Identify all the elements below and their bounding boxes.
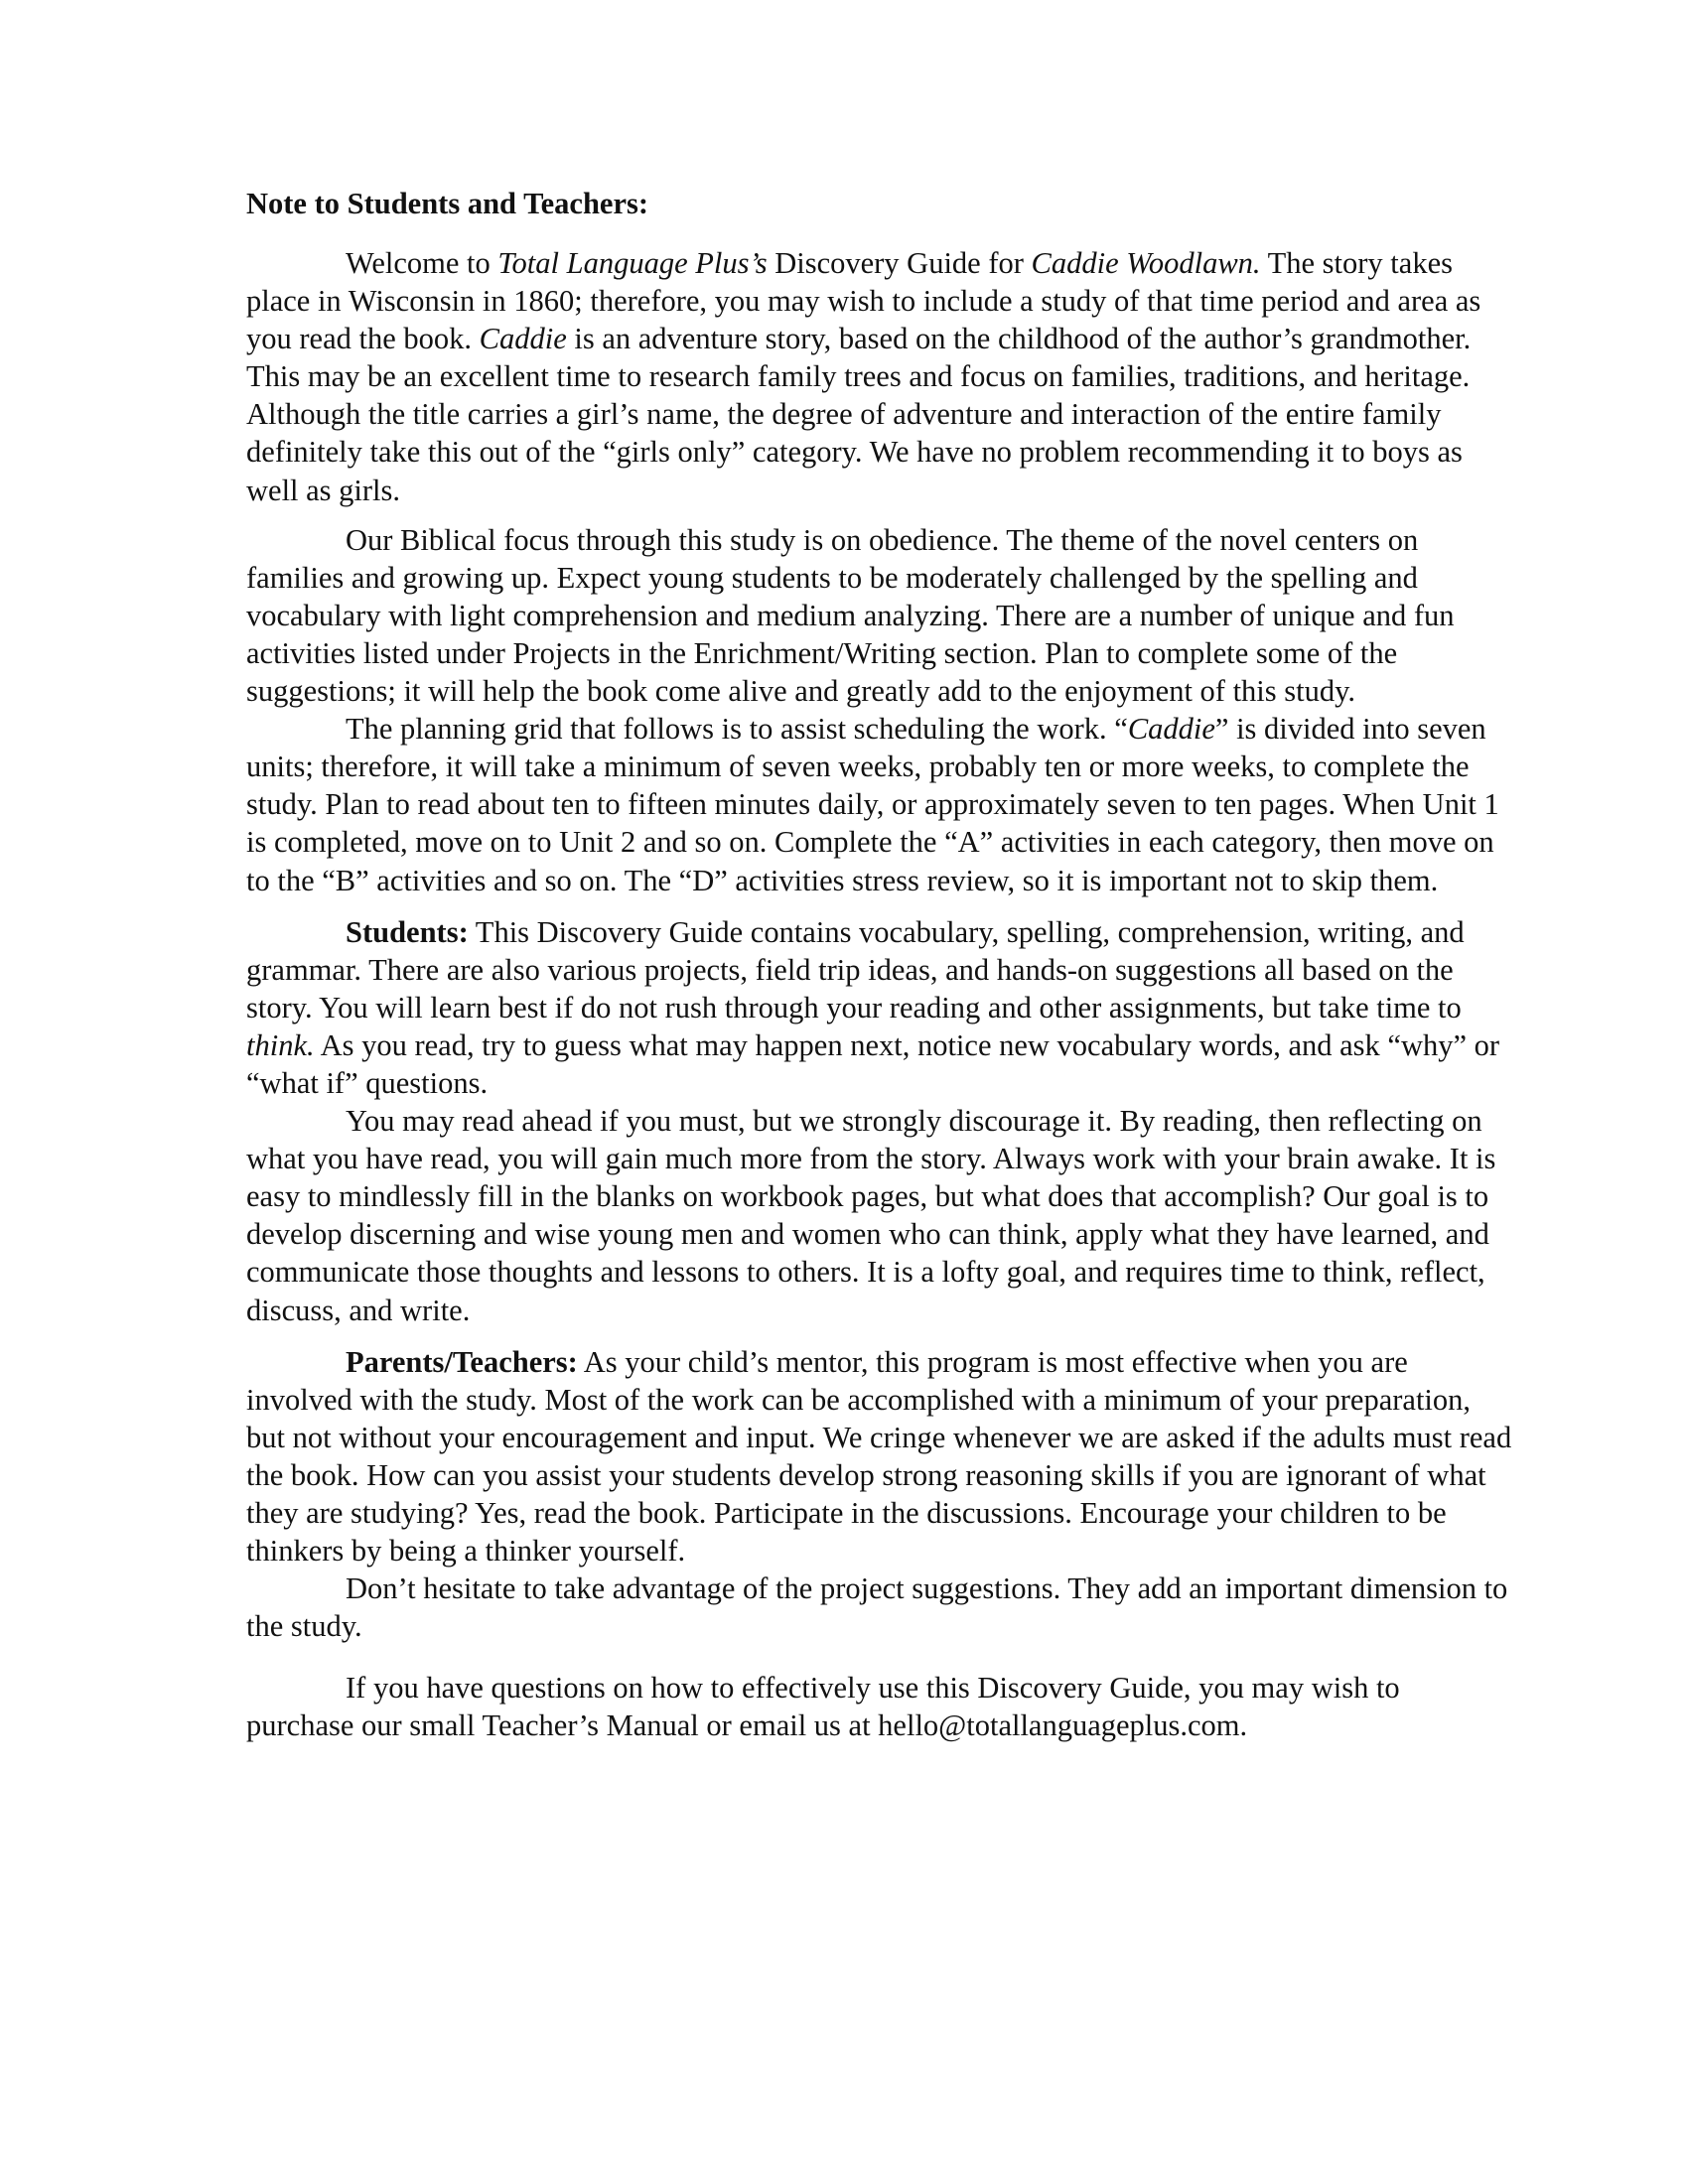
parents-paragraph-2: Don’t hesitate to take advantage of the project suggestions. They add an important dimension to the study. (246, 1571, 1508, 1644)
emphasis-think: think. (246, 1027, 315, 1062)
book-title: Caddie Woodlawn. (1031, 246, 1261, 280)
parents-label: Parents/Teachers: (346, 1344, 578, 1379)
intro-paragraph-1 (246, 244, 1512, 509)
parents-paragraph-1 (246, 1343, 1512, 1570)
students-paragraph-1 (246, 913, 1512, 1102)
intro-paragraph-2: Our Biblical focus through this study is on obedience. The theme of the novel centers on families and growing up. Expect young students to be moderately challenged by the spelling and vocabulary with light comprehension and medium analyzing. There are a number of unique and fun activities listed under Projects in the Enrichment/Writing section. Plan to complete some of the suggestions; it will help the book come alive and greatly add to the enjoyment of this study. (246, 522, 1455, 709)
intro-paragraph-3 (246, 710, 1512, 898)
intro-text-3: The story takes place in Wisconsin in 1860; therefore, you may wish to include a study of that time period and area as you read the book. (246, 246, 1481, 356)
document-page (246, 185, 1512, 1745)
closing-paragraph: If you have questions on how to effectively use this Discovery Guide, you may wish to purchase our small Teacher’s Manual or email us at hello@totallanguageplus.com. (246, 1671, 1400, 1743)
intro-text-4: is an adventure story, based on the childhood of the author’s grandmother. This may be an excellent time to research family trees and focus on families, traditions, and heritage. Although the title carries a girl’s name, the degree of adventure and interaction of the entire family definitely take this out of the “girls only” category. We have no problem recommending it to boys as well as girls. (246, 322, 1472, 507)
students-label: Students: (346, 914, 469, 949)
planning-text-1: The planning grid that follows is to assist scheduling the work. “ (346, 712, 1128, 747)
parents-text-1: As your child’s mentor, this program is most effective when you are involved with the study. Most of the work can be accomplished with a minimum of your preparation, but not without your encouragement and input. We cringe whenever we are asked if the adults must read the book. How can you assist your students develop strong reasoning skills if you are ignorant of what they are studying? Yes, read the book. Participate in the discussions. Encourage your children to be thinkers by being a thinker yourself. (246, 1344, 1512, 1569)
page-heading: Note to Students and Teachers: (246, 187, 649, 220)
book-short-title-2: Caddie (1127, 712, 1215, 747)
planning-text-2: ” is divided into seven units; therefore, it will take a minimum of seven weeks, probably ten or more weeks, to complete the study. Plan to read about ten to fifteen minutes daily, or approximately seven to ten pages. When Unit 1 is completed, move on to Unit 2 and so on. Complete the “A” activities in each category, then move on to the “B” activities and so on. The “D” activities stress review, so it is important not to skip them. (246, 712, 1499, 897)
students-paragraph-2: You may read ahead if you must, but we strongly discourage it. By reading, then reflecting on what you have read, you will gain much more from the story. Always work with your brain awake. It is easy to mindlessly fill in the blanks on workbook pages, but what does that accomplish? Our goal is to develop discerning and wise young men and women who can think, apply what they have learned, and communicate those thoughts and lessons to others. It is a lofty goal, and requires time to think, reflect, discuss, and write. (246, 1104, 1496, 1327)
book-short-title: Caddie (479, 322, 567, 356)
publisher-name: Total Language Plus’s (497, 246, 768, 280)
students-text-1: This Discovery Guide contains vocabulary, spelling, comprehension, writing, and grammar. There are also various projects, field trip ideas, and hands-on suggestions all based on the story. You will learn best if do not rush through your reading and other assignments, but take time to (246, 914, 1465, 1024)
intro-text-1: Welcome to (346, 246, 498, 280)
students-text-2: As you read, try to guess what may happen next, notice new vocabulary words, and ask “why” or “what if” questions. (246, 1027, 1500, 1100)
intro-text-2: Discovery Guide for (767, 246, 1032, 280)
